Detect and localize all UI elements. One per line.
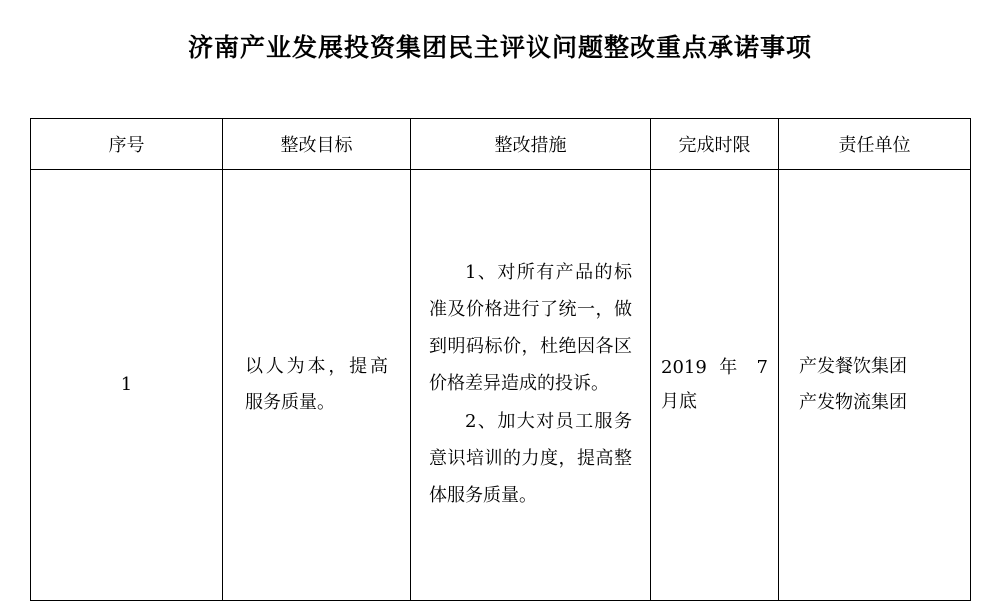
column-header-no: 序号 (31, 119, 223, 170)
table-row (31, 170, 971, 601)
table-body (31, 170, 971, 601)
cell-row-number (31, 170, 223, 601)
column-header-action: 整改措施 (411, 119, 651, 170)
table-header-row (31, 119, 971, 170)
action-item-2: 2、加大对员工服务意识培训的力度，提高整体服务质量。 (429, 411, 632, 507)
deadline-text: 2019 年 7 月底 (661, 356, 768, 412)
table-header (31, 119, 971, 170)
unit-list (779, 349, 970, 421)
unit-line-1: 产发餐饮集团 (799, 356, 907, 377)
unit-line-2: 产发物流集团 (799, 392, 907, 413)
column-header-unit: 责任单位 (779, 119, 971, 170)
action-list (411, 255, 650, 515)
column-header-goal: 整改目标 (223, 119, 411, 170)
cell-actions (411, 170, 651, 601)
column-header-deadline: 完成时限 (651, 119, 779, 170)
cell-deadline (651, 170, 779, 601)
row-number-value: 1 (120, 374, 133, 395)
cell-goal (223, 170, 411, 601)
commitment-table-container (30, 118, 970, 601)
goal-text: 以人为本，提高服务质量。 (245, 356, 388, 413)
action-item-1: 1、对所有产品的标准及价格进行了统一，做到明码标价，杜绝因各区价格差异造成的投诉。 (429, 261, 632, 394)
cell-responsible-unit (779, 170, 971, 601)
page-title: 济南产业发展投资集团民主评议问题整改重点承诺事项 (187, 33, 812, 62)
commitment-table (30, 118, 971, 601)
